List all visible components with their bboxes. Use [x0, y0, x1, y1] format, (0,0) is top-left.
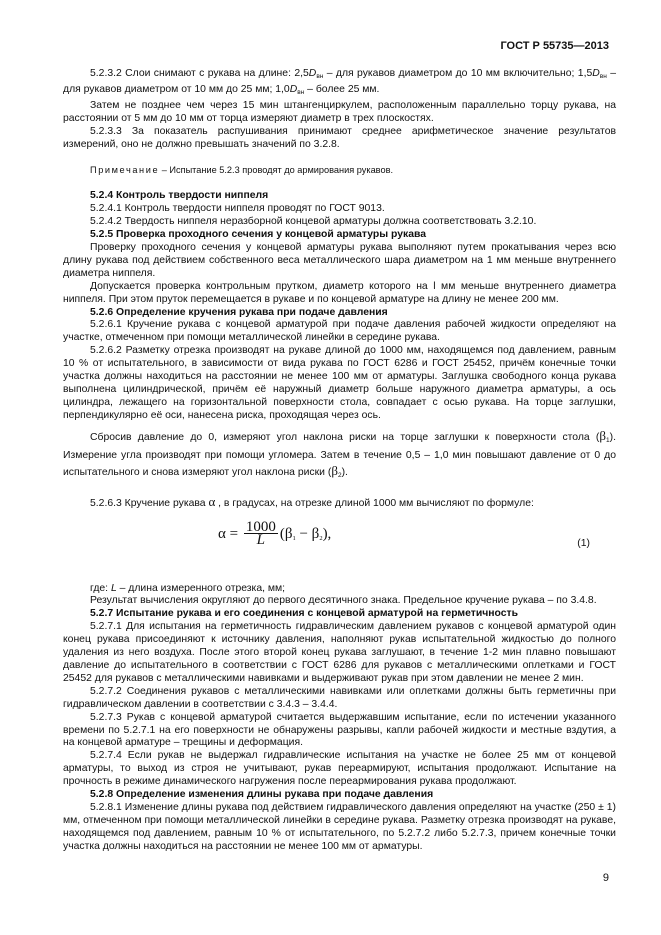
paragraph: Результат вычисления округляют до первого десятичного знака. Предельное кручение рукава – по 3.4.8.	[90, 595, 597, 607]
heading-5-2-7: 5.2.7 Испытание рукава и его соединения с концевой арматурой на герметичность	[90, 608, 519, 620]
paragraph-5-2-3-3: 5.2.3.3 За показатель распушивания принимают среднее арифметическое значение результатов измерений, оно не должно превышать значений по 3.2.8.	[63, 125, 616, 150]
paragraph-5-2-4-2: 5.2.4.2 Твердость ниппеля неразборной концевой арматуры должна соответствовать 3.2.10.	[90, 216, 537, 228]
document-body	[63, 68, 616, 854]
document-header: ГОСТ Р 55735—2013	[500, 40, 609, 52]
formula-legend: где: L – длина измеренного отрезка, мм;	[90, 582, 286, 594]
paragraph-beta: Сбросив давление до 0, измеряют угол наклона риски на торце заглушки к поверхности стола $(\beta_1)$. Измерение угла производят при помощи угломера. Затем в течение 0,5 – 1,0 мин повышают давление от 0 до испытательного и снова измеряют угол наклона риски $(\beta_2)$.	[63, 427, 616, 479]
paragraph-5-2-8-1: 5.2.8.1 Изменение длины рукава под действием гидравлического давления определяют на участке (250 ± 1) мм, отмеченном при помощи металлической линейки в середине рукава. Разметку отрезка производят на рукаве, находящемся под давлением, равным 10 % от испытательного, по 5.2.7.2 либо 5.2.7.3, причем конечные точки участка должны находиться на расстоянии не менее 100 мм от арматуры.	[63, 801, 616, 852]
paragraph-5-2-4-1: 5.2.4.1 Контроль твердости ниппеля проводят по ГОСТ 9013.	[90, 203, 385, 215]
heading-5-2-6: 5.2.6 Определение кручения рукава при подаче давления	[90, 306, 388, 318]
equation-number: (1)	[577, 537, 590, 549]
formula-fraction: $\frac{1000}{L}$	[245, 518, 276, 549]
paragraph-5-2-7-4: 5.2.7.4 Если рукав не выдержал гидравлические испытания на участке не более 25 мм от концевой арматуры, то выход из строя не учитывают, рукав переармируют, испытания продолжают. Испытание на прочность в режиме динамического нагружения после переармирования рукава продолжают.	[63, 750, 616, 788]
paragraph-5-2-6-2: 5.2.6.2 Разметку отрезка производят на рукаве длиной до 1000 мм, находящемся под давлением, равным 10 % от испытательного, в зависимости от вида рукава по ГОСТ 6286 и ГОСТ 25452, причём конечные точки участка должны находиться на расстоянии не менее 100 мм от арматуры. Заглушка свободного конца рукава выполнена цилиндрической, причём её наружный диаметр больше наружного диаметра арматуры, а ось цилиндра, лежащего на горизонтальной поверхности стола, совпадает с осью рукава. На торце заглушки, перпендикулярно её оси, нанесена риска, проходящая через ось.	[63, 345, 616, 421]
paragraph-5-2-6-3: 5.2.6.3 Кручение рукава α , в градусах, на отрезке длиной 1000 мм вычисляют по формуле:	[90, 493, 534, 509]
paragraph-5-2-7-3: 5.2.7.3 Рукав с концевой арматурой считается выдержавшим испытание, если по истечении указанного времени по 5.2.7.1 на его поверхности не обнаружены разрывы, капли рабочей жидкости и местные вздутия, а на концевой арматуре – трещины и деформация.	[63, 711, 616, 749]
note: Примечание – Испытание 5.2.3 проводят до армирования рукавов.	[90, 165, 394, 176]
paragraph: Проверку проходного сечения у концевой арматуры рукава выполняют путем прокатывания через всю длину рукава под действием собственного веса металлического шара диаметром на 1 мм меньше внутреннего диаметра ниппеля.	[63, 241, 616, 279]
paragraph: Допускается проверка контрольным прутком, диаметр которого на l мм меньше внутреннего диаметра ниппеля. При этом пруток перемещается в рукаве и по концевой арматуре на длину не менее 200 мм.	[63, 280, 616, 305]
formula-row	[63, 517, 616, 573]
heading-5-2-4: 5.2.4 Контроль твердости ниппеля	[90, 190, 269, 202]
page-number: 9	[602, 872, 609, 884]
heading-5-2-5: 5.2.5 Проверка проходного сечения у концевой арматуры рукава	[90, 229, 427, 241]
paragraph-5-2-7-1: 5.2.7.1 Для испытания на герметичность гидравлическим давлением рукавов с концевой арматурой один конец рукава присоединяют к источнику давления, наполняют рукав испытательной жидкостью до полного удаления из него воздуха. После этого второй конец рукава заглушают, в течение 1-2 мин плавно повышают давление до испытательного в соответствии с ГОСТ 6286 для рукавов с металлическими оплетками и ГОСТ 25452 для рукавов с металлическими навивками и выдерживают рукав при этом давлении не менее 2 мин.	[63, 621, 616, 684]
paragraph-5-2-7-2: 5.2.7.2 Соединения рукавов с металлическими навивками или оплетками должны быть герметичны при гидравлическом давлении в соответствии с 3.4.3 – 3.4.4.	[63, 685, 616, 710]
paragraph-5-2-6-1: 5.2.6.1 Кручение рукава с концевой арматурой при подаче давления рабочей жидкости определяют на участке, отмеченном при помощи металлической линейки в середине рукава.	[63, 319, 616, 344]
paragraph-5-2-3-2: 5.2.3.2 Слои снимают с рукава на длине: $2,5D_{вн}$ – для рукавов диаметром до 10 мм включительно; $1,5D_{вн}$ – для рукавов диаметром от 10 мм до 25 мм; $1,0D_{вн}$ – более 25 мм.	[63, 68, 616, 96]
torsion-formula: α = $\frac{1000}{L}$ $(\beta_1 - \beta_2)$,	[218, 518, 332, 549]
heading-5-2-8: 5.2.8 Определение изменения длины рукава при подаче давления	[90, 789, 434, 801]
paragraph: Затем не позднее чем через 15 мин штангенциркулем, расположенным параллельно торцу рукава, на расстоянии от 5 мм до 10 мм от торца измеряют диаметр в трех плоскостях.	[63, 99, 616, 124]
